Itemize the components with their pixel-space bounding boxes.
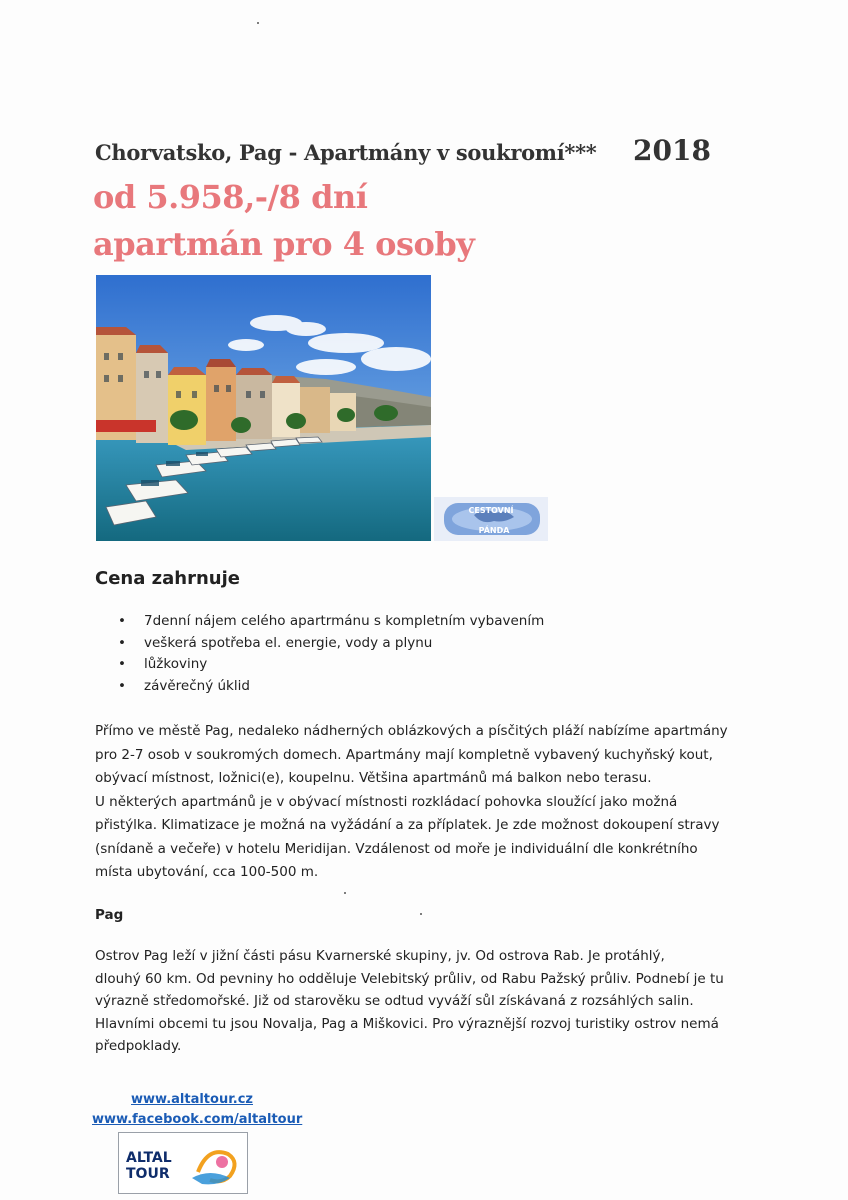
badge-text-top: CESTOVNÍ — [468, 506, 514, 515]
list-item: • lůžkoviny — [118, 654, 544, 676]
logo-text-line1: ALTAL — [126, 1150, 172, 1166]
pag-harbour-photo — [96, 275, 431, 541]
website-link[interactable]: www.altaltour.cz — [131, 1092, 253, 1107]
pag-line: Hlavními obcemi tu jsou Novalja, Pag a Miškovici. Pro výraznější rozvoj turistiky ostrov nemá — [95, 1015, 719, 1032]
description-line: místa ubytování, cca 100-500 m. — [95, 864, 319, 880]
cestovni-panda-badge — [434, 497, 548, 541]
pag-paragraph — [95, 945, 775, 1058]
scan-speck — [344, 892, 346, 894]
scan-speck — [257, 22, 259, 24]
logo-text-line2: TOUR — [126, 1166, 170, 1182]
description-line: Přímo ve městě Pag, nedaleko nádherných oblázkových a písčitých pláží nabízíme apartmány — [95, 723, 728, 739]
price-text: od 5.958,-/8 dní — [93, 178, 368, 216]
includes-list — [118, 611, 544, 697]
list-item: • 7denní nájem celého apartrmánu s kompletním vybavením — [118, 611, 544, 633]
page-title: Chorvatsko, Pag - Apartmány v soukromí*** — [95, 140, 597, 165]
title-line — [95, 134, 735, 174]
pag-line: Ostrov Pag leží v jižní části pásu Kvarnerské skupiny, jv. Od ostrova Rab. Je protáhlý, — [95, 948, 665, 964]
description-line: U některých apartmánů je v obývací místnosti rozkládací pohovka sloužící jako možná — [95, 793, 678, 810]
pag-line: výrazně středomořské. Již od starověku se odtud vyváží sůl získávaná z rozsáhlých salin. — [95, 993, 694, 1009]
includes-heading: Cena zahrnuje — [95, 568, 240, 589]
contact-links — [92, 1090, 303, 1130]
list-item: • závěrečný úklid — [118, 676, 544, 698]
description-line: (snídaně a večeře) v hotelu Meridijan. Vzdálenost od moře je individuální dle konkrétního — [95, 840, 698, 857]
description-paragraph — [95, 720, 775, 885]
facebook-link[interactable]: www.facebook.com/altaltour — [92, 1112, 303, 1127]
description-line: obývací místnost, ložnici(e), koupelnu. Většina apartmánů má balkon nebo terasu. — [95, 770, 652, 786]
pag-line: předpoklady. — [95, 1038, 182, 1054]
scan-speck — [420, 913, 422, 915]
badge-text-bottom: PÁNDA — [478, 526, 510, 535]
list-item: • veškerá spotřeba el. energie, vody a plynu — [118, 633, 544, 655]
year-label: 2018 — [633, 134, 711, 167]
pag-heading: Pag — [95, 907, 124, 923]
apartment-capacity-text: apartmán pro 4 osoby — [93, 225, 475, 263]
altal-tour-logo — [118, 1132, 248, 1194]
description-line: pro 2-7 osob v soukromých domech. Apartmány mají kompletně vybavený kuchyňský kout, — [95, 746, 713, 763]
pag-line: dlouhý 60 km. Od pevniny ho odděluje Velebitský průliv, od Rabu Pažský průliv. Podnebí je tu — [95, 970, 724, 987]
description-line: přistýlka. Klimatizace je možná na vyžádání a za příplatek. Je zde možnost dokoupení stravy — [95, 817, 720, 833]
